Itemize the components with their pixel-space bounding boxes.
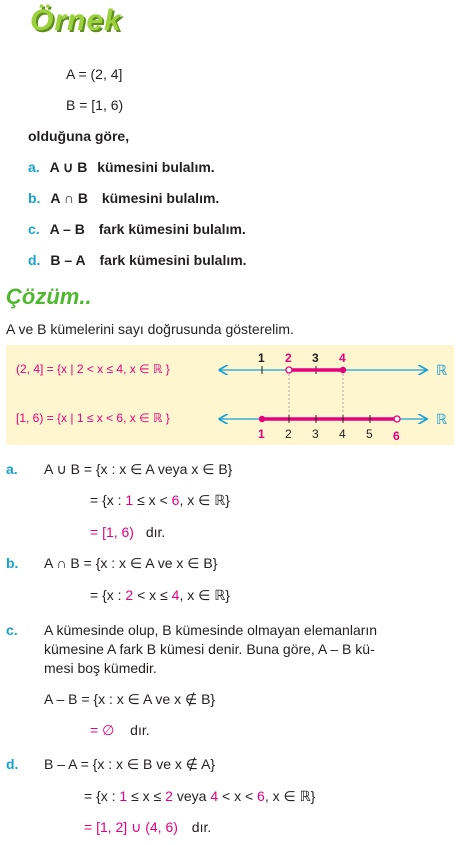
answer-a-line3 xyxy=(90,524,165,540)
answer-c-para3: mesi boş kümedir. xyxy=(44,660,157,676)
expr-part: = {x : xyxy=(84,788,120,804)
answer-tail: dır. xyxy=(145,524,166,540)
tick-label: 1 xyxy=(258,351,265,365)
expr-highlight: 4 xyxy=(171,587,180,603)
answer-tail: dır. xyxy=(130,722,150,738)
expr-part: ≤ x ≤ xyxy=(127,788,166,804)
tick-label: 3 xyxy=(312,427,319,441)
line1-label: (2, 4] = {x | 2 < x ≤ 4, x ∈ ℝ } xyxy=(16,362,170,376)
task-expression: A – B xyxy=(49,221,85,237)
expr-highlight: 1 xyxy=(119,788,128,804)
expr-part: veya xyxy=(172,788,211,804)
answer-a-line2 xyxy=(90,492,230,509)
task-a xyxy=(28,159,215,176)
task-d xyxy=(28,252,247,268)
real-symbol: ℝ xyxy=(436,362,448,378)
expr-part: ≤ x < xyxy=(133,492,172,508)
task-text: kümesini bulalım. xyxy=(97,159,215,175)
open-endpoint xyxy=(394,416,400,422)
expr-part: < x < xyxy=(218,788,258,804)
expr-highlight: 2 xyxy=(165,788,173,804)
expr-highlight: 4 xyxy=(210,788,219,804)
task-expression: A ∪ B xyxy=(49,159,88,175)
answer-d-line3 xyxy=(84,819,211,836)
answer-value: = [1, 6) xyxy=(90,524,134,540)
closed-endpoint xyxy=(340,367,346,373)
task-letter: c. xyxy=(28,221,40,237)
solution-intro: A ve B kümelerini sayı doğrusunda gösterelim. xyxy=(6,321,294,337)
answer-d-line2 xyxy=(84,788,315,805)
answer-c-para1: A kümesinde olup, B kümesinde olmayan elemanların xyxy=(44,622,378,638)
tick-label: 1 xyxy=(258,427,265,441)
tick-label: 2 xyxy=(285,427,292,441)
line2-label: [1, 6) = {x | 1 ≤ x < 6, x ∈ ℝ } xyxy=(16,411,170,425)
expr-highlight: 6 xyxy=(171,492,180,508)
expr-highlight: 6 xyxy=(257,788,265,804)
tick-label: 6 xyxy=(393,429,400,443)
task-letter: a. xyxy=(28,159,40,175)
expr-part: < x ≤ xyxy=(133,587,172,603)
task-text: fark kümesini bulalım. xyxy=(98,221,246,237)
answer-tail: dır. xyxy=(191,819,212,835)
closed-endpoint xyxy=(259,416,265,422)
answer-c-para2: kümesine A fark B kümesi denir. Buna göre, A – B kü- xyxy=(44,641,375,657)
set-b-definition: B = [1, 6) xyxy=(66,97,124,113)
answer-value: = [1, 2] ∪ (4, 6) xyxy=(84,819,178,835)
answer-value: = ∅ xyxy=(90,722,115,738)
answer-d-line1: B – A = {x : x ∈ B ve x ∉ A} xyxy=(44,756,216,772)
answer-letter: b. xyxy=(6,555,19,571)
number-lines-figure xyxy=(0,340,465,450)
answer-c-line2 xyxy=(90,722,150,739)
expr-part: = {x : xyxy=(90,492,126,508)
tick-label: 4 xyxy=(339,427,346,441)
tick-label: 5 xyxy=(366,427,373,441)
task-letter: d. xyxy=(28,252,41,268)
tick-label: 4 xyxy=(339,351,346,365)
set-a-definition: A = (2, 4] xyxy=(66,66,123,82)
task-expression: B – A xyxy=(50,252,86,268)
tick-label: 2 xyxy=(285,351,292,365)
given-intro: olduğuna göre, xyxy=(28,128,130,144)
answer-b-line2 xyxy=(90,587,230,604)
answer-letter: d. xyxy=(6,756,19,772)
task-expression: A ∩ B xyxy=(50,190,88,206)
answer-b-line1: A ∩ B = {x : x ∈ A ve x ∈ B} xyxy=(44,555,218,571)
expr-highlight: 2 xyxy=(125,587,134,603)
task-text: fark kümesini bulalım. xyxy=(99,252,247,268)
expr-part: , x ∈ ℝ} xyxy=(179,587,230,603)
answer-letter: c. xyxy=(6,622,18,638)
solution-heading: Çözüm.. xyxy=(6,284,92,309)
example-heading: Örnek xyxy=(30,4,122,37)
answer-letter: a. xyxy=(6,461,18,477)
open-endpoint xyxy=(286,367,292,373)
answer-a-line1: A ∪ B = {x : x ∈ A veya x ∈ B} xyxy=(44,461,233,477)
real-symbol: ℝ xyxy=(436,411,448,427)
expr-part: , x ∈ ℝ} xyxy=(179,492,230,508)
task-c xyxy=(28,221,246,237)
expr-part: , x ∈ ℝ} xyxy=(264,788,316,804)
tick-label: 3 xyxy=(312,351,319,365)
expr-part: = {x : xyxy=(90,587,126,603)
task-letter: b. xyxy=(28,190,41,206)
task-b xyxy=(28,190,219,206)
expr-highlight: 1 xyxy=(125,492,134,508)
answer-c-line1: A – B = {x : x ∈ A ve x ∉ B} xyxy=(44,691,216,707)
task-text: kümesini bulalım. xyxy=(101,190,220,206)
